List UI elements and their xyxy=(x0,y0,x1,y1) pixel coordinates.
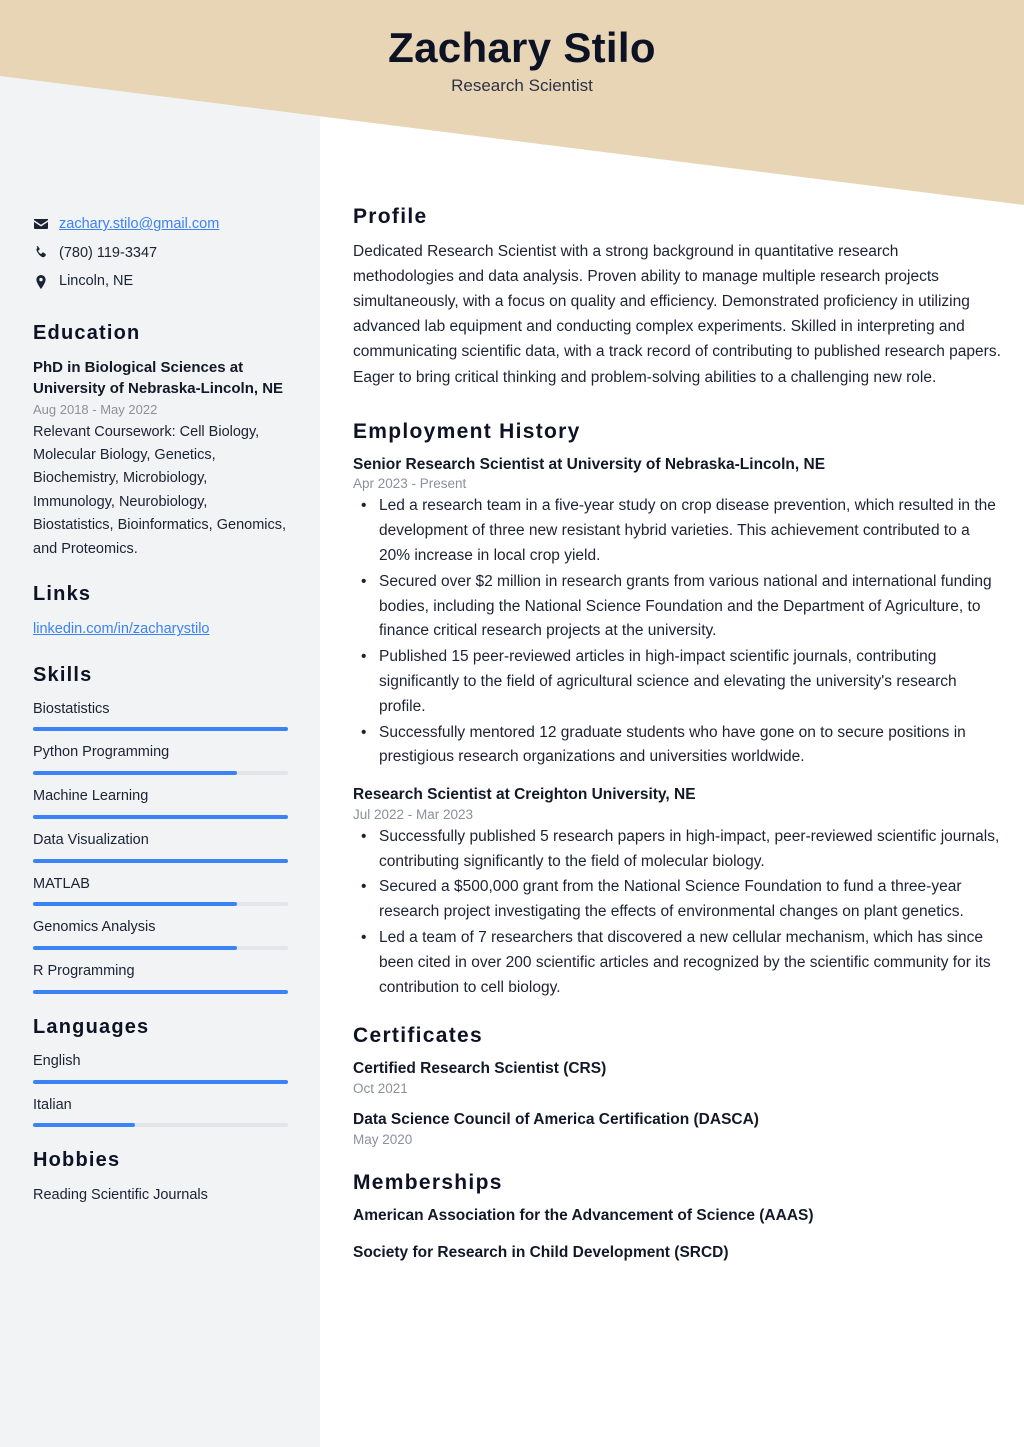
language-item xyxy=(33,1051,288,1084)
job-bullet-list xyxy=(353,494,1002,770)
contact-list xyxy=(33,212,288,294)
linkedin-link[interactable]: linkedin.com/in/zacharystilo xyxy=(33,621,210,638)
section-education xyxy=(33,322,288,562)
contact-item-phone xyxy=(33,241,288,266)
language-label: Italian xyxy=(33,1096,72,1113)
section-links xyxy=(33,583,288,641)
certificate-date: Oct 2021 xyxy=(353,1081,408,1097)
job-bullet: • Led a research team in a five-year study on crop disease prevention, which resulted in the development of three new resistant hybrid varieties. This achievement contributed to a 20% increase in local crop yield. xyxy=(353,494,1002,568)
skill-fill xyxy=(33,815,288,819)
job-bullet-list xyxy=(353,825,1002,1001)
skill-item xyxy=(33,961,288,994)
links-list xyxy=(33,618,288,641)
phone-icon xyxy=(33,245,49,261)
job-bullet: • Published 15 peer-reviewed articles in high-impact scientific journals, contributing significantly to the field of agricultural science and elevating the university's research profile. xyxy=(353,645,1002,719)
skill-label: Machine Learning xyxy=(33,788,149,805)
skill-fill xyxy=(33,727,288,731)
skill-item xyxy=(33,830,288,863)
language-track xyxy=(33,1123,288,1127)
skills-heading: Skills xyxy=(33,663,93,686)
skill-track xyxy=(33,902,288,906)
job-date: Jul 2022 - Mar 2023 xyxy=(353,806,474,822)
job-entry xyxy=(353,784,1002,1000)
membership-item: American Association for the Advancement of Science (AAAS) xyxy=(353,1206,814,1224)
envelope-icon xyxy=(33,216,49,232)
section-memberships xyxy=(353,1171,1002,1264)
language-label: English xyxy=(33,1052,81,1069)
skill-label: Biostatistics xyxy=(33,700,110,717)
section-languages xyxy=(33,1016,288,1128)
skill-track xyxy=(33,859,288,863)
certificate-date: May 2020 xyxy=(353,1131,413,1147)
section-skills xyxy=(33,664,288,994)
languages-heading: Languages xyxy=(33,1015,150,1038)
hobby-item: Reading Scientific Journals xyxy=(33,1187,208,1204)
skill-fill xyxy=(33,902,237,906)
skill-label: MATLAB xyxy=(33,875,90,892)
section-profile xyxy=(353,205,1002,390)
skill-label: Python Programming xyxy=(33,744,170,761)
skill-item xyxy=(33,786,288,819)
memberships-heading: Memberships xyxy=(353,1170,503,1194)
candidate-name: Zachary Stilo xyxy=(388,24,656,71)
skill-fill xyxy=(33,771,237,775)
profile-text: Dedicated Research Scientist with a strong background in quantitative research methodologies and data analysis. Proven ability to manage multiple research projects simultaneously, with a focus on quality and efficiency. Demonstrated proficiency in utilizing advanced lab equipment and conducting complex experiments. Skilled in interpreting and communicating scientific data, with a track record of contributing to published research papers. Eager to bring critical thinking and problem-solving abilities to a challenging new role. xyxy=(353,243,1001,386)
sidebar xyxy=(0,0,320,1447)
job-title: Senior Research Scientist at University of Nebraska-Lincoln, NE xyxy=(353,455,826,473)
languages-list xyxy=(33,1051,288,1128)
education-heading: Education xyxy=(33,321,141,344)
education-description: Relevant Coursework: Cell Biology, Molecular Biology, Genetics, Biochemistry, Microbiology, Immunology, Neurobiology, Biostatistics, Bioinformatics, Genomics, and Proteomics. xyxy=(33,423,287,557)
phone-text: (780) 119-3347 xyxy=(59,244,158,261)
hobbies-heading: Hobbies xyxy=(33,1149,121,1172)
language-item xyxy=(33,1095,288,1128)
skills-list xyxy=(33,699,288,994)
location-text: Lincoln, NE xyxy=(59,273,134,290)
skill-item xyxy=(33,699,288,732)
skill-item xyxy=(33,874,288,907)
job-bullet: • Secured a $500,000 grant from the National Science Foundation to fund a three-year research project investigating the effects of environmental changes on plant genetics. xyxy=(353,875,1002,925)
skill-item xyxy=(33,742,288,775)
education-degree: PhD in Biological Sciences at University of Nebraska-Lincoln, NE xyxy=(33,358,284,398)
job-bullet: • Led a team of 7 researchers that discovered a new cellular mechanism, which has since been cited in over 200 scientific articles and recognized by the scientific community for its contribution to cell biology. xyxy=(353,926,1002,1000)
skill-label: Data Visualization xyxy=(33,831,149,848)
employment-heading: Employment History xyxy=(353,419,581,443)
email-link[interactable]: zachary.stilo@gmail.com xyxy=(59,216,220,232)
job-date: Apr 2023 - Present xyxy=(353,476,467,492)
skill-fill xyxy=(33,946,237,950)
certificate-title: Data Science Council of America Certification (DASCA) xyxy=(353,1111,759,1129)
job-bullet: • Secured over $2 million in research grants from various national and international funding bodies, including the National Science Foundation and the Department of Agriculture, to finance critical research projects at the university. xyxy=(353,570,1002,644)
job-bullet: • Successfully published 5 research papers in high-impact, peer-reviewed scientific journals, contributing significantly to the field of molecular biology. xyxy=(353,825,1002,875)
employment-list xyxy=(353,454,1002,1001)
section-certificates xyxy=(353,1024,1002,1146)
certificates-heading: Certificates xyxy=(353,1024,483,1048)
job-bullet: • Successfully mentored 12 graduate students who have gone on to secure positions in prestigious research organizations and universities worldwide. xyxy=(353,721,1002,771)
job-title: Research Scientist at Creighton University, NE xyxy=(353,786,696,804)
certificate-entry xyxy=(353,1058,1002,1096)
language-track xyxy=(33,1080,288,1084)
skill-item xyxy=(33,917,288,950)
skill-track xyxy=(33,815,288,819)
section-employment xyxy=(353,420,1002,1001)
skill-label: R Programming xyxy=(33,963,135,980)
main-column xyxy=(320,0,1024,1447)
hobbies-list xyxy=(33,1184,288,1207)
profile-heading: Profile xyxy=(353,205,428,228)
job-entry xyxy=(353,454,1002,770)
section-hobbies xyxy=(33,1149,288,1207)
skill-track xyxy=(33,990,288,994)
language-fill xyxy=(33,1080,288,1084)
membership-item: Society for Research in Child Development (SRCD) xyxy=(353,1244,729,1262)
map-pin-icon xyxy=(33,274,49,290)
skill-fill xyxy=(33,990,288,994)
skill-track xyxy=(33,771,288,775)
links-heading: Links xyxy=(33,583,92,606)
skill-fill xyxy=(33,859,288,863)
certificate-title: Certified Research Scientist (CRS) xyxy=(353,1060,607,1078)
education-date: Aug 2018 - May 2022 xyxy=(33,401,158,417)
skill-track xyxy=(33,727,288,731)
contact-item-email[interactable] xyxy=(33,212,288,237)
memberships-list xyxy=(353,1205,1002,1264)
language-fill xyxy=(33,1123,135,1127)
skill-label: Genomics Analysis xyxy=(33,919,156,936)
skill-track xyxy=(33,946,288,950)
contact-item-location xyxy=(33,269,288,294)
candidate-role: Research Scientist xyxy=(451,76,593,96)
certificates-list xyxy=(353,1058,1002,1146)
certificate-entry xyxy=(353,1109,1002,1147)
